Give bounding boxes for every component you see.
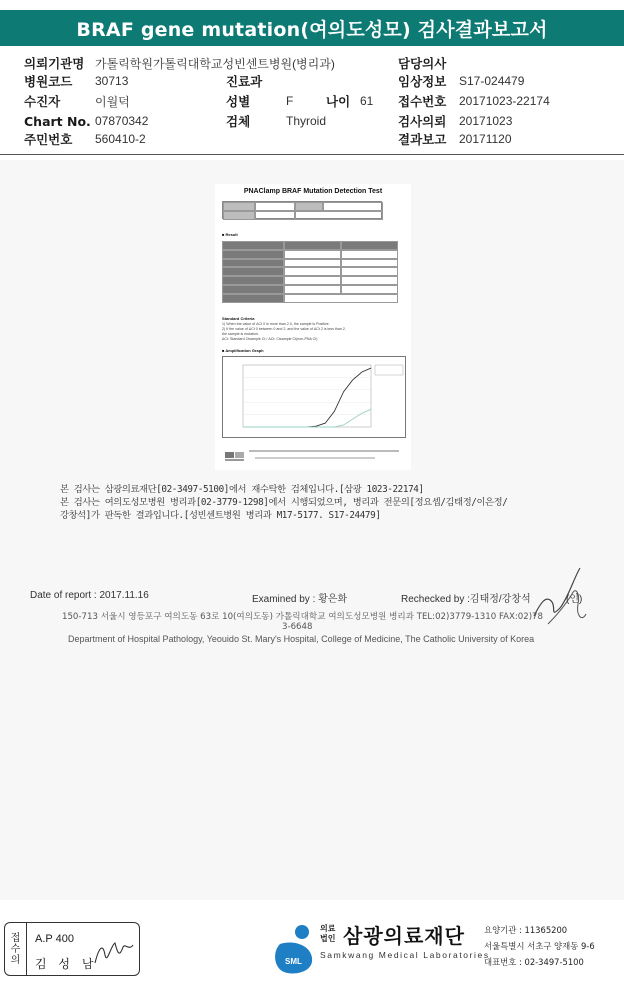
chart-label: Chart No.: [24, 113, 91, 129]
note-line: 본 검사는 여의도성모병원 병리과[02-3779-1298]에서 시행되었으며, 병리과 전문의[정요셉/김태정/이은정/: [60, 497, 508, 508]
table-cell: [284, 276, 341, 285]
table-cell: [341, 259, 398, 268]
stamp-char: 접: [10, 932, 21, 944]
receipt-label: 접수번호: [398, 94, 447, 109]
receiver-signature: [91, 937, 135, 969]
table-cell: [222, 285, 284, 294]
clinical-value: S17-024479: [459, 74, 525, 88]
table-cell: [222, 250, 284, 259]
org-name: 삼광의료재단: [343, 924, 465, 948]
org-address: 서울특별시 서초구 양재동 9-6: [484, 941, 595, 951]
legend-box: [375, 365, 403, 375]
logo-text: SML: [285, 957, 302, 966]
criteria-heading: Standard Criteria: [222, 316, 255, 321]
note-line: 본 검사는 삼광의료재단[02-3497-5100]에서 재수탁한 검체입니다.[삼광 1023-22174]: [60, 484, 424, 495]
dept-label: 진료과: [226, 74, 263, 89]
patient-value: 이월덕: [95, 94, 130, 109]
request-label: 검사의뢰: [398, 114, 447, 129]
table-cell: [284, 259, 341, 268]
graph-heading: ■ Amplification Graph: [222, 348, 264, 353]
table-cell: [222, 294, 284, 303]
report-value: 20171120: [459, 132, 512, 146]
receipt-stamp-label: [5, 923, 27, 975]
plot-frame: [243, 365, 371, 427]
org-phone: 대표번호 : 02-3497-5100: [484, 957, 584, 967]
table-cell: [222, 241, 284, 250]
ap-number: A.P 400: [35, 933, 74, 945]
result-heading: ■ Result: [222, 232, 238, 237]
table-cell: [341, 241, 398, 250]
chart-value: 07870342: [95, 114, 149, 128]
table-cell: [223, 211, 255, 220]
criteria-line: ΔCt: Standard Ctsample Ct / ΔCt: Ctsample Ct(non-PNA Ct): [222, 337, 318, 341]
table-cell: [341, 250, 398, 259]
amplification-graph: [222, 356, 406, 438]
age-label: 나이: [326, 94, 351, 109]
org-type-line: 의료: [320, 924, 336, 933]
age-value: 61: [360, 94, 374, 108]
table-cell: [255, 202, 295, 211]
sex-value: F: [286, 94, 294, 108]
result-table: [222, 241, 398, 303]
receipt-stamp-box: [4, 922, 140, 976]
table-cell: [284, 294, 398, 303]
header-divider: [0, 154, 624, 155]
examined-by: Examined by : 황은화: [252, 594, 348, 605]
series-line: [243, 409, 371, 427]
receiver-name: 김 성 남: [35, 957, 98, 971]
table-cell: [341, 285, 398, 294]
criteria-line: 1) When the value of ΔCt 0 is more than 2.0, the sample is Positive.: [222, 322, 330, 326]
stamp-char: 수: [10, 943, 21, 955]
sml-logo-icon: [272, 922, 318, 978]
rechecked-by: Rechecked by :김태정/강창석: [401, 594, 531, 605]
report-title: BRAF gene mutation(여의도성모) 검사결과보고서: [0, 10, 624, 46]
request-value: 20171023: [459, 114, 513, 128]
table-cell: [341, 276, 398, 285]
hospital-code-value: 30713: [95, 74, 129, 88]
sheet-title: PNAClamp BRAF Mutation Detection Test: [243, 188, 383, 195]
department-line: Department of Hospital Pathology, Yeouido St. Mary's Hospital, College of Medicine, The Catholic University of Korea: [68, 634, 535, 644]
amplification-chart-svg: [223, 357, 407, 439]
address-line: 3-6648: [282, 622, 313, 632]
note-line: 강창석]가 판독한 결과입니다.[성빈센트병원 병리과 M17-5177. S17-24479]: [60, 510, 381, 521]
report-label: 결과보고: [398, 132, 447, 147]
sample-info-table: [222, 201, 382, 219]
clinical-label: 임상정보: [398, 74, 447, 89]
institution-value: 가톨릭학원가톨릭대학교성빈센트병원(병리과): [95, 56, 335, 71]
criteria-line: 2) If the value of ΔCt 0 between 0 and 2, and the value of ΔCt 2 is less than 2,: [222, 327, 346, 331]
specimen-value: Thyroid: [286, 114, 327, 128]
specimen-label: 검체: [226, 114, 251, 129]
table-cell: [284, 250, 341, 259]
bottom-stamp-area: [0, 910, 624, 988]
org-english-name: Samkwang Medical Laboratories: [320, 950, 490, 960]
receipt-value: 20171023-22174: [459, 94, 550, 108]
table-cell: [323, 202, 383, 211]
series-line: [243, 368, 371, 427]
institution-label: 의뢰기관명: [24, 56, 85, 71]
address-line: 150-713 서울시 영등포구 여의도동 63로 10(여의도동) 가톨릭대학교 여의도성모병원 병리과 TEL:02)3779-1310 FAX:02)78: [62, 612, 543, 622]
doctor-label: 담당의사: [398, 56, 447, 71]
sex-label: 성별: [226, 94, 251, 109]
table-cell: [222, 267, 284, 276]
seal-mark: (인): [566, 594, 583, 605]
org-code: 요양기관 : 11365200: [484, 925, 568, 935]
table-cell: [295, 211, 383, 220]
table-cell: [341, 267, 398, 276]
table-cell: [222, 259, 284, 268]
criteria-line: the sample is mutation.: [222, 332, 259, 336]
signature-image: [528, 564, 588, 634]
patient-label: 수진자: [24, 94, 61, 109]
table-cell: [222, 276, 284, 285]
pnaclamp-report-sheet: [215, 184, 411, 470]
resident-value: 560410-2: [95, 132, 146, 146]
hospital-code-label: 병원코드: [24, 74, 73, 89]
table-cell: [284, 241, 341, 250]
table-cell: [255, 211, 295, 220]
stamp-char: 의: [10, 954, 21, 966]
resident-label: 주민번호: [24, 132, 73, 147]
sheet-logo: [224, 448, 246, 460]
org-type-line: 법인: [320, 934, 336, 943]
date-of-report: Date of report : 2017.11.16: [30, 590, 149, 601]
table-cell: [223, 202, 255, 211]
table-cell: [295, 202, 323, 211]
org-type: [320, 924, 335, 944]
table-cell: [284, 267, 341, 276]
table-cell: [284, 285, 341, 294]
sheet-footer-line: [249, 450, 399, 452]
sheet-footer-line: [255, 457, 375, 459]
